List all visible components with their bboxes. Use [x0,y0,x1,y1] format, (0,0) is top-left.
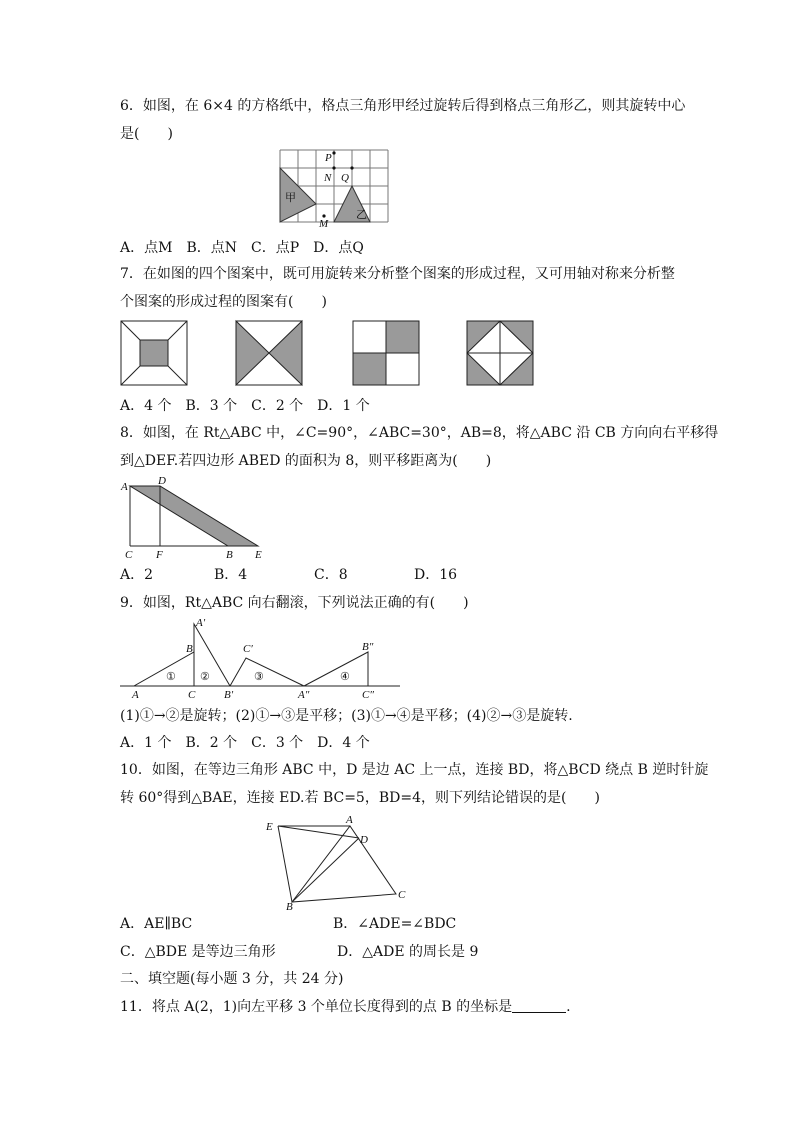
label-c-prime: C′ [243,643,253,655]
label-a-double-prime: A″ [298,689,310,701]
q7-pattern-4 [467,321,533,385]
q9-statements: (1)①→②是旋转；(2)①→③是平移；(3)①→④是平移；(4)②→③是旋转. [120,708,573,724]
q8-option-a: A．2 [120,567,154,583]
q8-option-d: D．16 [414,567,458,583]
q8-option-c: C．8 [314,567,348,583]
q7-stem-line1: 7．在如图的四个图案中，既可用旋转来分析整个图案的形成过程，又可用轴对称来分析整 [120,266,675,282]
label-d: D [360,834,368,846]
label-b-double-prime: B″ [362,641,374,653]
label-b: B [226,549,233,561]
label-c: C [188,689,196,701]
q8-stem-line2: 到△DEF.若四边形 ABED 的面积为 8，则平移距离为( ) [120,453,492,469]
label-c-double-prime: C″ [362,689,374,701]
label-q: Q [341,172,349,184]
label-m: M [319,218,329,230]
label-shape-1: ① [166,671,176,683]
label-jia: 甲 [285,192,296,204]
q10-option-d: D．△ADE 的周长是 9 [337,944,479,960]
label-e: E [266,821,273,833]
q6-stem-line1: 6．如图，在 6×4 的方格纸中，格点三角形甲经过旋转后得到格点三角形乙，则其旋转中心 [120,98,686,114]
q8-figure [118,474,278,560]
label-b: B [186,643,193,655]
q9-figure [118,612,408,702]
label-shape-4: ④ [340,671,350,683]
q6-options: A．点M B．点N C．点P D．点Q [120,240,364,256]
label-c: C [398,889,406,901]
label-n: N [324,172,332,184]
q7-options: A．4 个 B．3 个 C．2 个 D．1 个 [120,398,370,414]
label-p: P [325,152,332,164]
q10-stem-line1: 10．如图，在等边三角形 ABC 中，D 是边 AC 上一点，连接 BD，将△BCD 绕点 B 逆时针旋 [120,762,709,778]
point-n [332,166,335,169]
label-b-prime: B′ [224,689,234,701]
q11-end: . [566,999,571,1015]
label-a: A [346,814,353,826]
label-a: A [121,481,128,493]
q11-text: 11．将点 A(2，1)向左平移 3 个单位长度得到的点 B 的坐标是 [120,999,513,1015]
point-p [332,151,335,154]
q10-option-c: C．△BDE 是等边三角形 [120,944,276,960]
point-q [350,166,353,169]
label-d: D [158,475,166,487]
q11-line [120,997,571,1017]
label-a-prime: A′ [196,617,206,629]
label-e: E [255,549,262,561]
q9-stem: 9．如图，Rt△ABC 向右翻滚，下列说法正确的有( ) [120,595,469,611]
label-c: C [125,549,133,561]
q11-answer-blank[interactable] [512,998,566,1013]
q10-option-a: A．AE∥BC [120,916,193,932]
q8-stem-line1: 8．如图，在 Rt△ABC 中，∠C=90°，∠ABC=30°，AB=8，将△ABC 沿 CB 方向向右平移得 [120,425,719,441]
q8-option-b: B．4 [214,567,248,583]
q9-options: A．1 个 B．2 个 C．3 个 D．4 个 [120,735,370,751]
q7-stem-line2: 个图案的形成过程的图案有( ) [120,294,327,310]
q10-option-b: B．∠ADE=∠BDC [333,916,457,932]
section-2-heading: 二、填空题(每小题 3 分，共 24 分) [120,971,344,987]
label-f: F [156,549,163,561]
q6-figure [270,146,400,232]
label-a: A [132,689,139,701]
label-yi: 乙 [356,209,367,221]
q10-stem-line2: 转 60°得到△BAE，连接 ED.若 BC=5，BD=4，则下列结论错误的是( ) [120,790,600,806]
label-shape-2: ② [200,671,210,683]
q6-stem-line2: 是( ) [120,126,173,142]
label-b: B [286,901,293,913]
q7-figures [120,320,540,386]
q7-pattern-3 [353,321,419,385]
q7-pattern-1 [121,321,187,385]
q7-pattern-2 [236,321,302,385]
label-shape-3: ③ [254,671,264,683]
q10-figure [260,812,420,912]
